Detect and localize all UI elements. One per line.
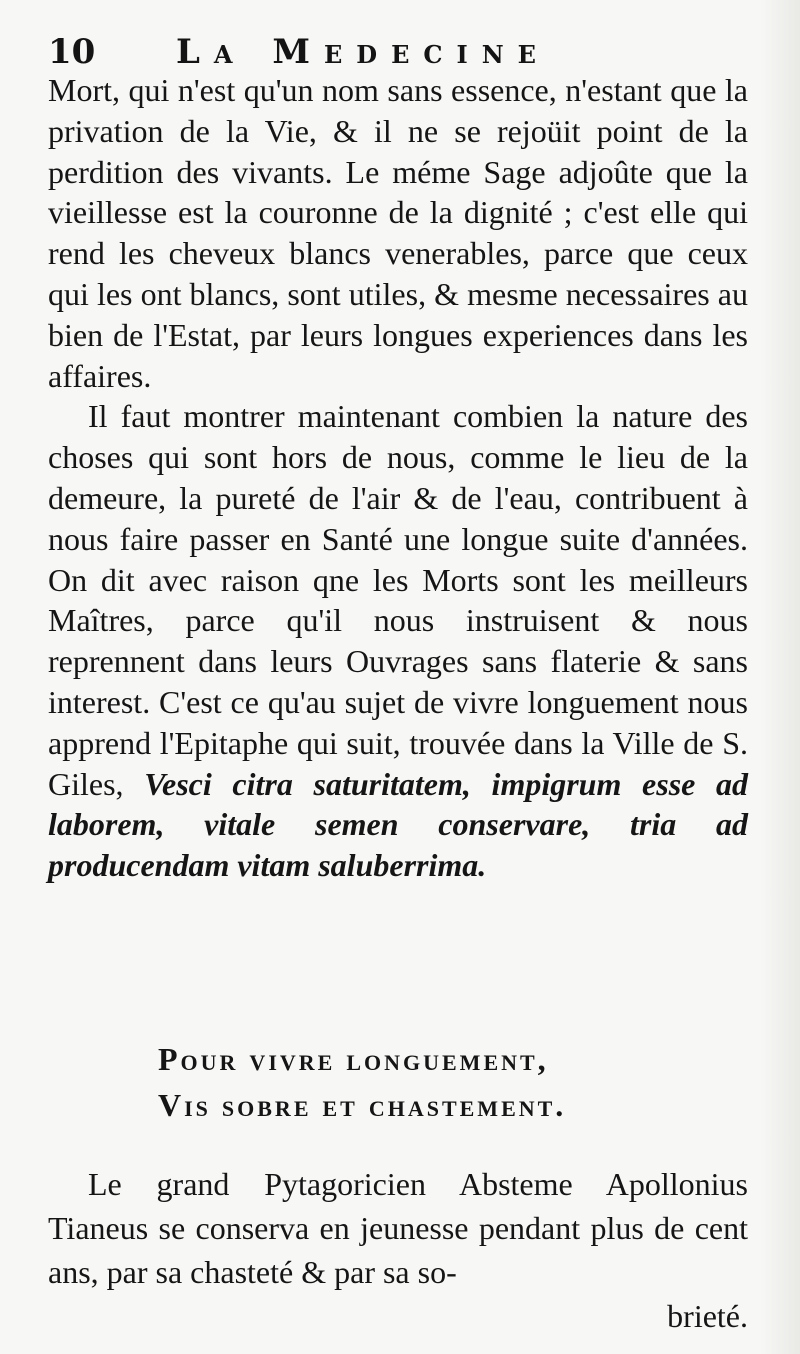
paragraph-2	[48, 396, 748, 886]
paragraph-3-last-line: brieté.	[667, 1298, 748, 1334]
paragraph-2-text: Il faut montrer maintenant combien la nature des choses qui sont hors de nous, comme le lieu de la demeure, la pureté de l'air & de l'eau, contribuent à nous faire passer en Santé une longue suite d'années. On dit avec raison qne les Morts sont les meilleurs Maîtres, parce qu'il nous instruisent & nous reprennent dans leurs Ouvrages sans flaterie & sans interest. C'est ce qu'au sujet de vivre longuement nous apprend l'Epitaphe qui suit, trouvée dans la Ville de S. Giles,	[48, 398, 748, 802]
epitaph	[48, 1036, 748, 1128]
epitaph-line-1: Pour vivre longuement,	[158, 1041, 549, 1077]
latin-quotation: Vesci citra saturitatem, impigrum esse ad laborem, vitale semen conservare, tria ad producendam vitam saluberrima.	[48, 765, 749, 884]
paragraph-1: Mort, qui n'est qu'un nom sans essence, n'estant que la privation de la Vie, & il ne se rejoüit point de la perdition des vivants. Le méme Sage adjoûte que la vieillesse est la couronne de la dignité ; c'est elle qui rend les cheveux blancs venerables, parce que ceux qui les ont blancs, sont utiles, & mesme necessaires au bien de l'Estat, par leurs longues experiences dans les affaires.	[48, 72, 748, 394]
page-number: 10	[48, 32, 96, 72]
epitaph-line-2: Vis sobre et chastement.	[158, 1087, 567, 1123]
paragraph-3	[48, 1162, 748, 1338]
main-text	[48, 70, 748, 886]
closing-text	[48, 1162, 748, 1338]
paragraph-3-text: Le grand Pytagoricien Absteme Apollonius Tianeus se conserva en jeunesse pendant plus de cent ans, par sa chasteté & par sa so-	[48, 1166, 748, 1290]
page-edge-shadow	[760, 0, 800, 1354]
running-head: La Medecine	[176, 32, 550, 72]
